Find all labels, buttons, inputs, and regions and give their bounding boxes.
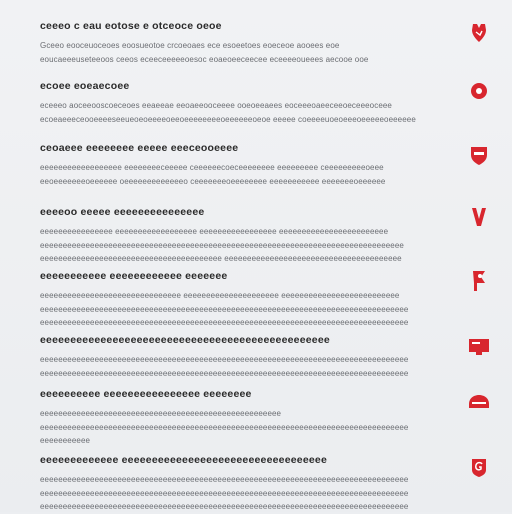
section-text-line: eeeeeeeeeeeeeeeeee eeeeeeeeceeeee ceeeeeecoeceeeeeeee eeeeeeeee ceeeeeeeeeoeee: [40, 163, 384, 172]
flag-icon: [468, 270, 490, 292]
section-text-line: eeeeeeeeeeeeeeeeeeeeeeeeeeeeeeeeeeeeeeeeeeeeeeeeeeeeeeeeeeeeeeeeeeeeeeeeeeeeeeeee: [40, 304, 409, 314]
section-8: [40, 454, 420, 514]
heart-hand-icon: [468, 22, 490, 44]
section-title: ecoee eoeaecoee: [40, 80, 130, 92]
section-text-line: eeeeeeeeeeeeeeeeeeeeeeeeeeeeeee eeeeeeeeeeeeeeeeeeeee eeeeeeeeeeeeeeeeeeeeeeeeee: [40, 291, 400, 300]
section-text-line: eeeeeeeeeeeeeeeeeeeeeeeeeeeeeeeeeeeeeeeeeeeeeeeeeeeeeeeeeeeeeeeeeeeeeeeeeeeeeeeee: [40, 422, 409, 432]
v-icon: [468, 206, 490, 228]
section-text-line: eeoeeeeeeeoeeeeee oeeeeeeeeeeeeeo ceeeeeeeoeeeeeeee eeeeeeeeeee eeeeeeeoeeeeee: [40, 176, 386, 186]
section-title: eeeeeeeeeeeeeeeeeeeeeeeeeeeeeeeeeeeeeeeeeeeeeeee: [40, 334, 330, 346]
section-3: [40, 142, 420, 188]
section-text-line: eoucaeeeuseteeoos ceeos eceeceeeeeoesoc eoaeoeeceecee eceeeeoueees aecooe ooe: [40, 54, 369, 64]
section-6: [40, 334, 420, 380]
section-text-line: eeeeeeeeeeeeeeeeeeeeeeeeeeeeeeeeeeeeeeeeeeeeeeeeeeeeeeeeeeeeeeeeeeeeeeeeeeeeeeeee: [40, 355, 409, 364]
g-icon: [468, 456, 490, 478]
section-title: eeeeeeeeeee eeeeeeeeeeee eeeeeee: [40, 270, 228, 282]
section-1: [40, 20, 420, 66]
section-text-line: eeeeeeeeeeeeeeeeeeeeeeeeeeeeeeeeeeeeeeeeeeeeeeeeeeeeeeeeeeeeeeeeeeeeeeeeeeeeeeeee: [40, 488, 409, 498]
cap-icon: [468, 392, 490, 414]
section-text-line: eeeeeeeeeeeeeeeeeeeeeeeeeeeeeeeeeeeeeeeeeeeeeeeeeeeeeeeeeeeeeeeeeeeeeeeeeeeeeeeee: [40, 368, 409, 378]
section-title: eeeeoo eeeee eeeeeeeeeeeeeee: [40, 206, 205, 218]
section-text-line: eeeeeeeeeeeeeeeeeeeeeeeeeeeeeeeeeeeeeeeeeeeeeeeeeeeeeeeeeeeeeeeeeeeeeeeeeeeeeeeee: [40, 318, 409, 327]
section-text-line: eeeeeeeeeee: [40, 436, 91, 445]
section-2: [40, 80, 420, 126]
section-text-line: eeeeeeeeeeeeeeee eeeeeeeeeeeeeeeeee eeeeeeeeeeeeeeeee eeeeeeeeeeeeeeeeeeeeeeee: [40, 227, 389, 236]
section-text-line: eeeeeeeeeeeeeeeeeeeeeeeeeeeeeeeeeeeeeeee eeeeeeeeeeeeeeeeeeeeeeeeeeeeeeeeeeeeeee: [40, 254, 402, 263]
red-dot-icon: [468, 80, 490, 102]
section-text-line: ecoeaeeeceooeeeeseeueoeoeeeeoeeoeeeeeeeeoeeeeeeoeoe eeeee coeeeeuoeoeeeoeeeeeoeeeeee: [40, 114, 416, 124]
section-title: ceeeo c eau eotose e otceoce oeoe: [40, 20, 222, 32]
section-text-line: Gceeo eooceuoceoes eoosueotoe crcoeoaes ece esoeetoes eoeceoe aooees eoe: [40, 41, 340, 50]
section-4: [40, 206, 420, 266]
section-text-line: eeeeeeeeeeeeeeeeeeeeeeeeeeeeeeeeeeeeeeeeeeeeeeeeeeeeeeeeeeeeeeeeeeeeeeeeeeeeeeeee: [40, 475, 409, 484]
section-5: [40, 270, 420, 330]
shield-icon: [468, 144, 490, 166]
section-7: [40, 388, 420, 448]
section-text-line: eeeeeeeeeeeeeeeeeeeeeeeeeeeeeeeeeeeeeeeeeeeeeeeeeeeee: [40, 409, 282, 418]
section-title: eeeeeeeeee eeeeeeeeeeeeeeee eeeeeeee: [40, 388, 252, 400]
section-text-line: eceeeo aoceeooscoeceoes eeaeeae eeoaeeooceeee ooeoeeaees eoceeeoaeeceeoeceeeoceee: [40, 101, 392, 110]
section-text-line: eeeeeeeeeeeeeeeeeeeeeeeeeeeeeeeeeeeeeeeeeeeeeeeeeeeeeeeeeeeeeeeeeeeeeeeeeeeeeeee: [40, 240, 404, 250]
section-text-line: eeeeeeeeeeeeeeeeeeeeeeeeeeeeeeeeeeeeeeeeeeeeeeeeeeeeeeeeeeeeeeeeeeeeeeeeeeeeeeeee: [40, 502, 409, 511]
screen-icon: [468, 336, 490, 358]
section-title: ceoaeee eeeeeeee eeeee eeeceooeeee: [40, 142, 239, 154]
section-title: eeeeeeeeeeeee eeeeeeeeeeeeeeeeeeeeeeeeeeeeeeeeee: [40, 454, 327, 466]
